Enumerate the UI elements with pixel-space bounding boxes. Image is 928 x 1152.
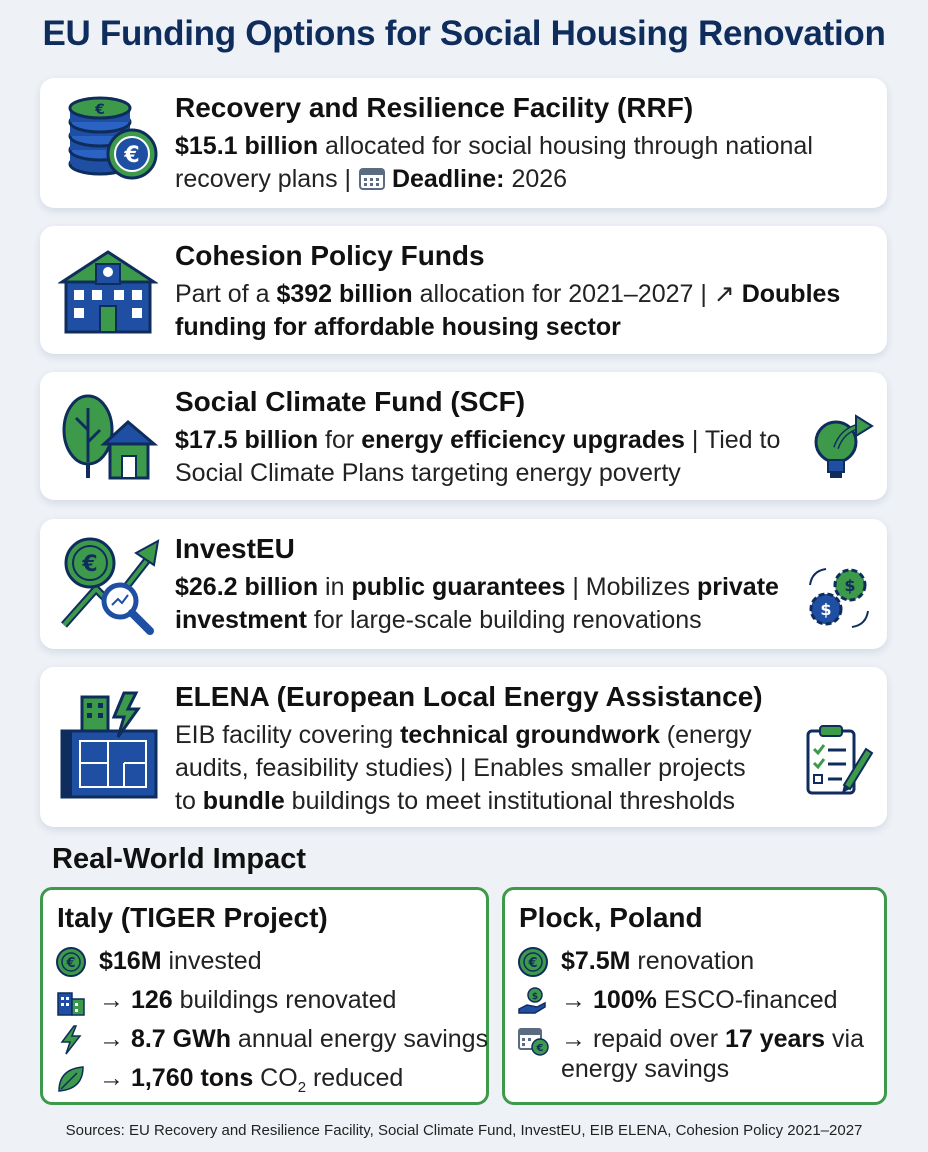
euro-coins-icon — [62, 92, 162, 192]
svg-text:€: € — [82, 552, 98, 577]
impact-box-italy: Italy (TIGER Project) € $16M invested → 126 buildings renovated → 8.7 GWh annual energy savings → 1,760 tons $CO_2$ reduced — [40, 887, 489, 1105]
card-scf — [40, 372, 887, 500]
impact-box-title: Italy (TIGER Project) — [57, 902, 328, 933]
card-body: $26.2 billion in public guarantees | Mobilizes private investment for large-scale building renovations — [175, 573, 779, 634]
lightbulb-arrow-icon — [810, 412, 876, 486]
page-title: EU Funding Options for Social Housing Renovation — [42, 14, 886, 53]
card-body: $15.1 billion allocated for social housing through national recovery plans | Deadline: 2026 — [175, 132, 813, 193]
euro-coin-icon — [55, 946, 87, 978]
card-rrf — [40, 78, 887, 208]
svg-text:$: $ — [844, 576, 856, 595]
svg-text:€: € — [66, 956, 76, 971]
impact-box-poland: Plock, Poland € $7.5M renovation $ → 100% ESCO-financed € → repaid over 17 years via energy savings — [502, 887, 887, 1105]
card-cohesion — [40, 226, 887, 354]
sources-footnote: Sources: EU Recovery and Resilience Facility, Social Climate Fund, InvestEU, EIB ELENA, Cohesion Policy 2021–2027 — [65, 1122, 863, 1139]
card-title: Social Climate Fund (SCF) — [175, 386, 526, 417]
checklist-icon — [804, 723, 874, 799]
svg-text:$: $ — [820, 600, 832, 619]
svg-text:€: € — [124, 143, 140, 168]
svg-text:€: € — [528, 956, 538, 971]
card-body: EIB facility covering technical groundwork (energy audits, feasibility studies) | Enables smaller projects to bundle buildings to meet institutional thresholds — [175, 721, 752, 815]
blueprint-energy-icon — [58, 689, 162, 801]
impact-heading: Real-World Impact — [52, 843, 307, 875]
card-title: ELENA (European Local Energy Assistance) — [175, 681, 763, 712]
calendar-icon — [358, 165, 386, 191]
lightning-icon — [55, 1024, 87, 1056]
card-title: Cohesion Policy Funds — [175, 240, 485, 271]
card-elena — [40, 667, 887, 827]
arrow-up-right-icon: ↗ — [713, 280, 735, 308]
svg-text:€: € — [536, 1043, 544, 1054]
card-body: Part of a $392 billion allocation for 2021–2027 | ↗ Doubles funding for affordable housing sector — [175, 280, 841, 341]
svg-text:€: € — [95, 102, 105, 118]
card-title: Recovery and Resilience Facility (RRF) — [175, 92, 694, 123]
amount: $15.1 billion — [175, 132, 319, 160]
euro-coin-icon — [517, 946, 549, 978]
card-body: $17.5 billion for energy efficiency upgrades | Tied to Social Climate Plans targeting energy poverty — [175, 426, 781, 487]
svg-text:$: $ — [531, 992, 539, 1002]
calendar-euro-icon — [517, 1024, 549, 1056]
impact-box-title: Plock, Poland — [519, 902, 703, 933]
card-investeu — [40, 519, 887, 649]
investment-growth-icon — [58, 533, 162, 637]
buildings-icon — [55, 985, 87, 1017]
hand-money-icon — [517, 985, 549, 1017]
leaf-icon — [55, 1063, 87, 1095]
card-title: InvestEU — [175, 533, 295, 564]
tree-house-icon — [58, 390, 158, 485]
money-gears-icon — [804, 563, 874, 633]
building-icon — [58, 246, 158, 336]
